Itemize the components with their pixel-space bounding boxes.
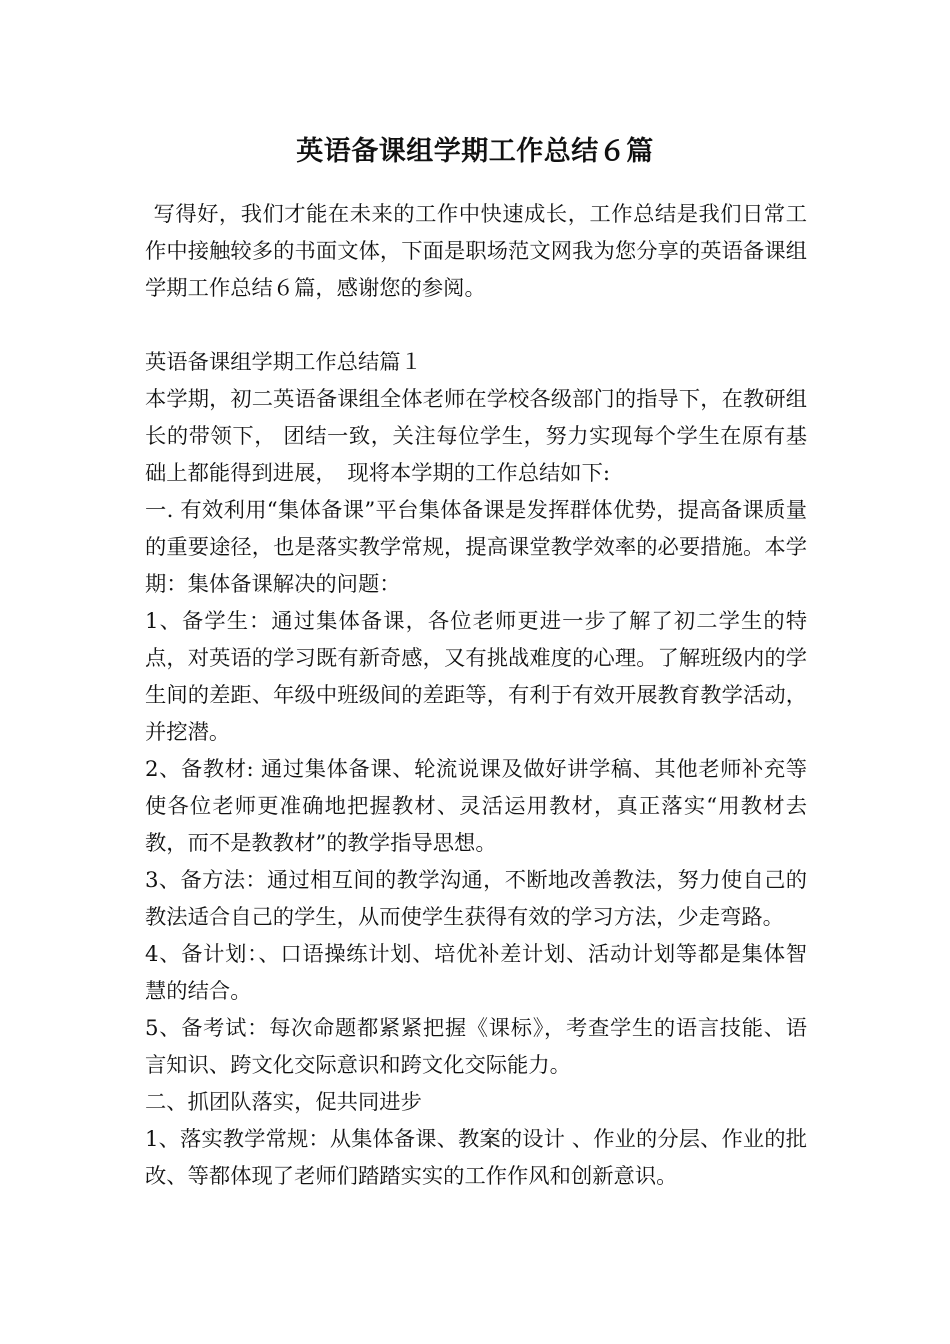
intro-paragraph: 写得好，我们才能在未来的工作中快速成长，工作总结是我们日常工作中接触较多的书面文体，下面是职场范文网我为您分享的英语备课组学期工作总结６篇，感谢您的参阅。 xyxy=(145,202,807,301)
section-heading: 英语备课组学期工作总结篇１ xyxy=(145,350,422,375)
blank-line xyxy=(145,307,807,344)
list-item: 2、备教材: 通过集体备课、轮流说课及做好讲学稿、其他老师补充等使各位老师更准确地把握教材、灵活运用教材，真正落实“用教材去教，而不是教教材”的教学指导思想。 xyxy=(145,757,807,856)
body-paragraph: 本学期，初二英语备课组全体老师在学校各级部门的指导下，在教研组长的带领下， 团结一致，关注每位学生，努力实现每个学生在原有基础上都能得到进展， 现将本学期的工作总结如下: xyxy=(145,387,807,486)
document-body xyxy=(145,196,807,1195)
list-item: 3、备方法：通过相互间的教学沟通，不断地改善教法，努力使自己的教法适合自己的学生，从而使学生获得有效的学习方法，少走弯路。 xyxy=(145,868,807,930)
list-item: 4、备计划：、口语操练计划、培优补差计划、活动计划等都是集体智慧的结合。 xyxy=(145,942,807,1004)
list-item: 5、备考试：每次命题都紧紧把握《课标》，考查学生的语言技能、语言知识、跨文化交际意识和跨文化交际能力。 xyxy=(145,1016,807,1078)
document-title: 英语备课组学期工作总结６篇 xyxy=(296,136,654,167)
list-item: 1、落实教学常规：从集体备课、教案的设计 、作业的分层、作业的批改、等都体现了老师们踏踏实实的工作作风和创新意识。 xyxy=(145,1127,807,1189)
section-heading: 二、抓团队落实，促共同进步 xyxy=(145,1090,422,1115)
body-paragraph: 一. 有效利用“集体备课”平台集体备课是发挥群体优势，提高备课质量的重要途径，也是落实教学常规，提高课堂教学效率的必要措施。本学期：集体备课解决的问题： xyxy=(145,498,807,597)
list-item: 1、备学生：通过集体备课，各位老师更进一步了解了初二学生的特点，对英语的学习既有新奇感，又有挑战难度的心理。了解班级内的学生间的差距、年级中班级间的差距等，有利于有效开展教育教学活动，并挖潜。 xyxy=(145,609,807,745)
